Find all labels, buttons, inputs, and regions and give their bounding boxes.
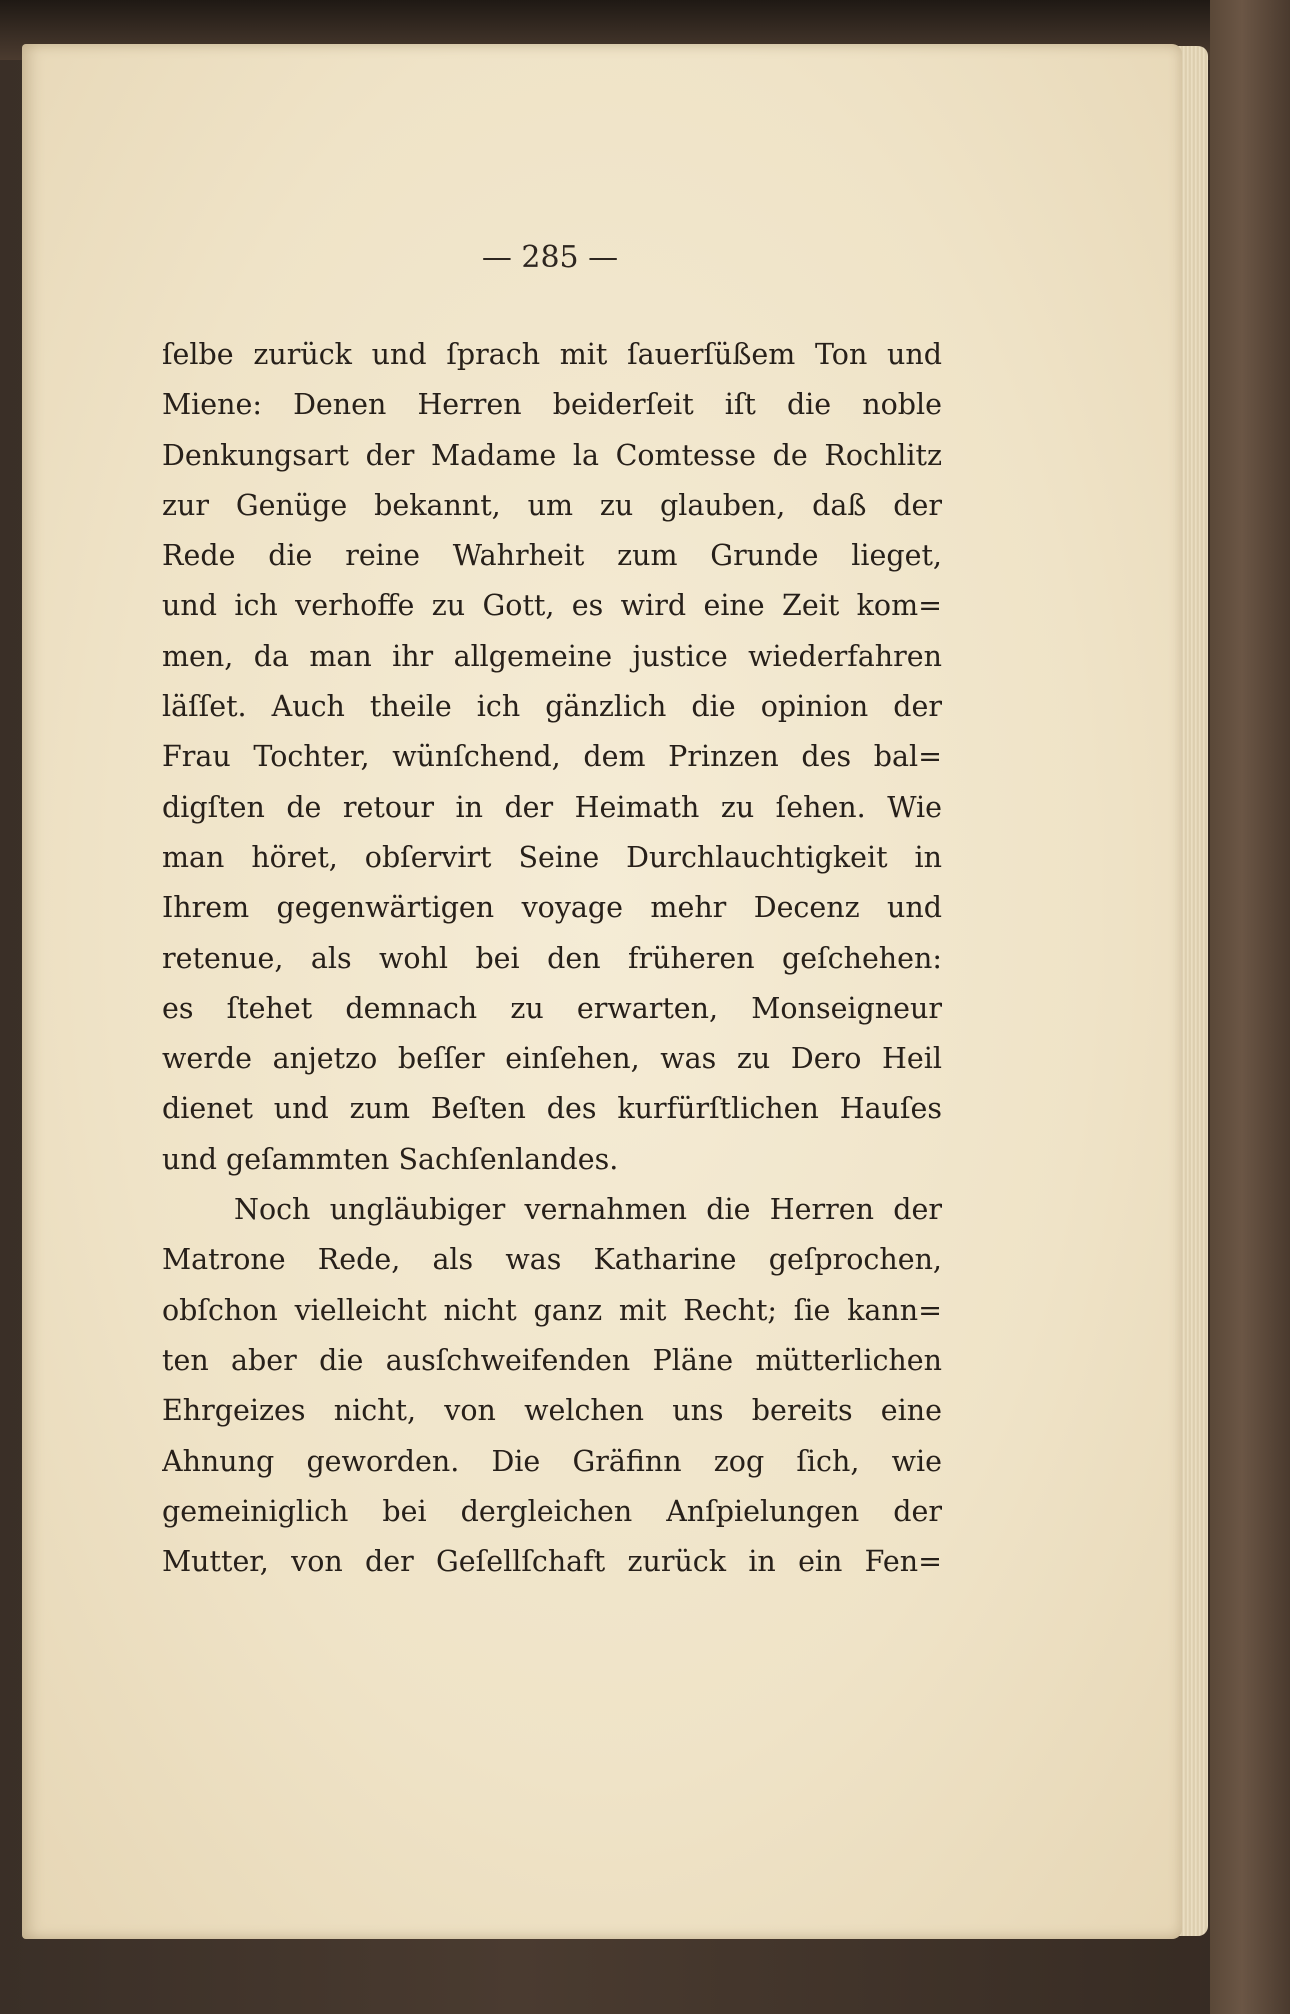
text-line: gemeiniglich bei dergleichen Anſpielungen der [162,1494,942,1528]
text-line: läſſet. Auch theile ich gänzlich die opinion der [162,690,942,724]
text-line: und ich verhoffe zu Gott, es wird eine Zeit kom= [162,589,942,623]
text-line: Rede die reine Wahrheit zum Grunde lieget, [162,539,942,573]
text-line: men, da man ihr allgemeine justice wiederfahren [162,639,942,673]
text-line: Ihrem gegenwärtigen voyage mehr Decenz und [162,891,942,925]
text-line: digſten de retour in der Heimath zu ſehen. Wie [162,790,942,824]
text-line: Ahnung geworden. Die Gräfinn zog ſich, wie [162,1444,942,1478]
text-line: und geſammten Sachſenlandes. [162,1142,619,1176]
text-line: ten aber die ausſchweifenden Pläne mütterlichen [162,1343,942,1377]
text-line: ſelbe zurück und ſprach mit ſauerſüßem Ton und [162,338,942,371]
text-line: es ſtehet demnach zu erwarten, Monseigneur [162,991,942,1025]
text-line: retenue, als wohl bei den früheren geſchehen: [162,941,942,975]
text-line: zur Genüge bekannt, um zu glauben, daß der [162,488,942,522]
page-number-header: — 285 — [481,240,619,275]
text-line: Ehrgeizes nicht, von welchen uns bereits eine [162,1394,942,1428]
text-line: Frau Tochter, wünſchend, dem Prinzen des bal= [162,740,942,774]
text-line: werde anjetzo beſſer einſehen, was zu Dero Heil [162,1042,942,1076]
text-line: Miene: Denen Herren beiderſeit iſt die noble [162,388,942,422]
cover-right-edge [1210,0,1290,2014]
text-line: Denkungsart der Madame la Comtesse de Rochlitz [162,438,942,472]
text-line: Mutter, von der Geſellſchaft zurück in ein Fen= [162,1545,942,1579]
text-line: Noch ungläubiger vernahmen die Herren der [234,1193,942,1227]
text-line: man höret, obſervirt Seine Durchlauchtigkeit in [162,840,942,874]
text-line: obſchon vielleicht nicht ganz mit Recht; ſie kann= [162,1293,942,1327]
page-text-body [162,330,942,1587]
text-line: dienet und zum Beſten des kurfürſtlichen Hauſes [162,1092,942,1126]
text-line: Matrone Rede, als was Katharine geſprochen, [162,1243,942,1277]
